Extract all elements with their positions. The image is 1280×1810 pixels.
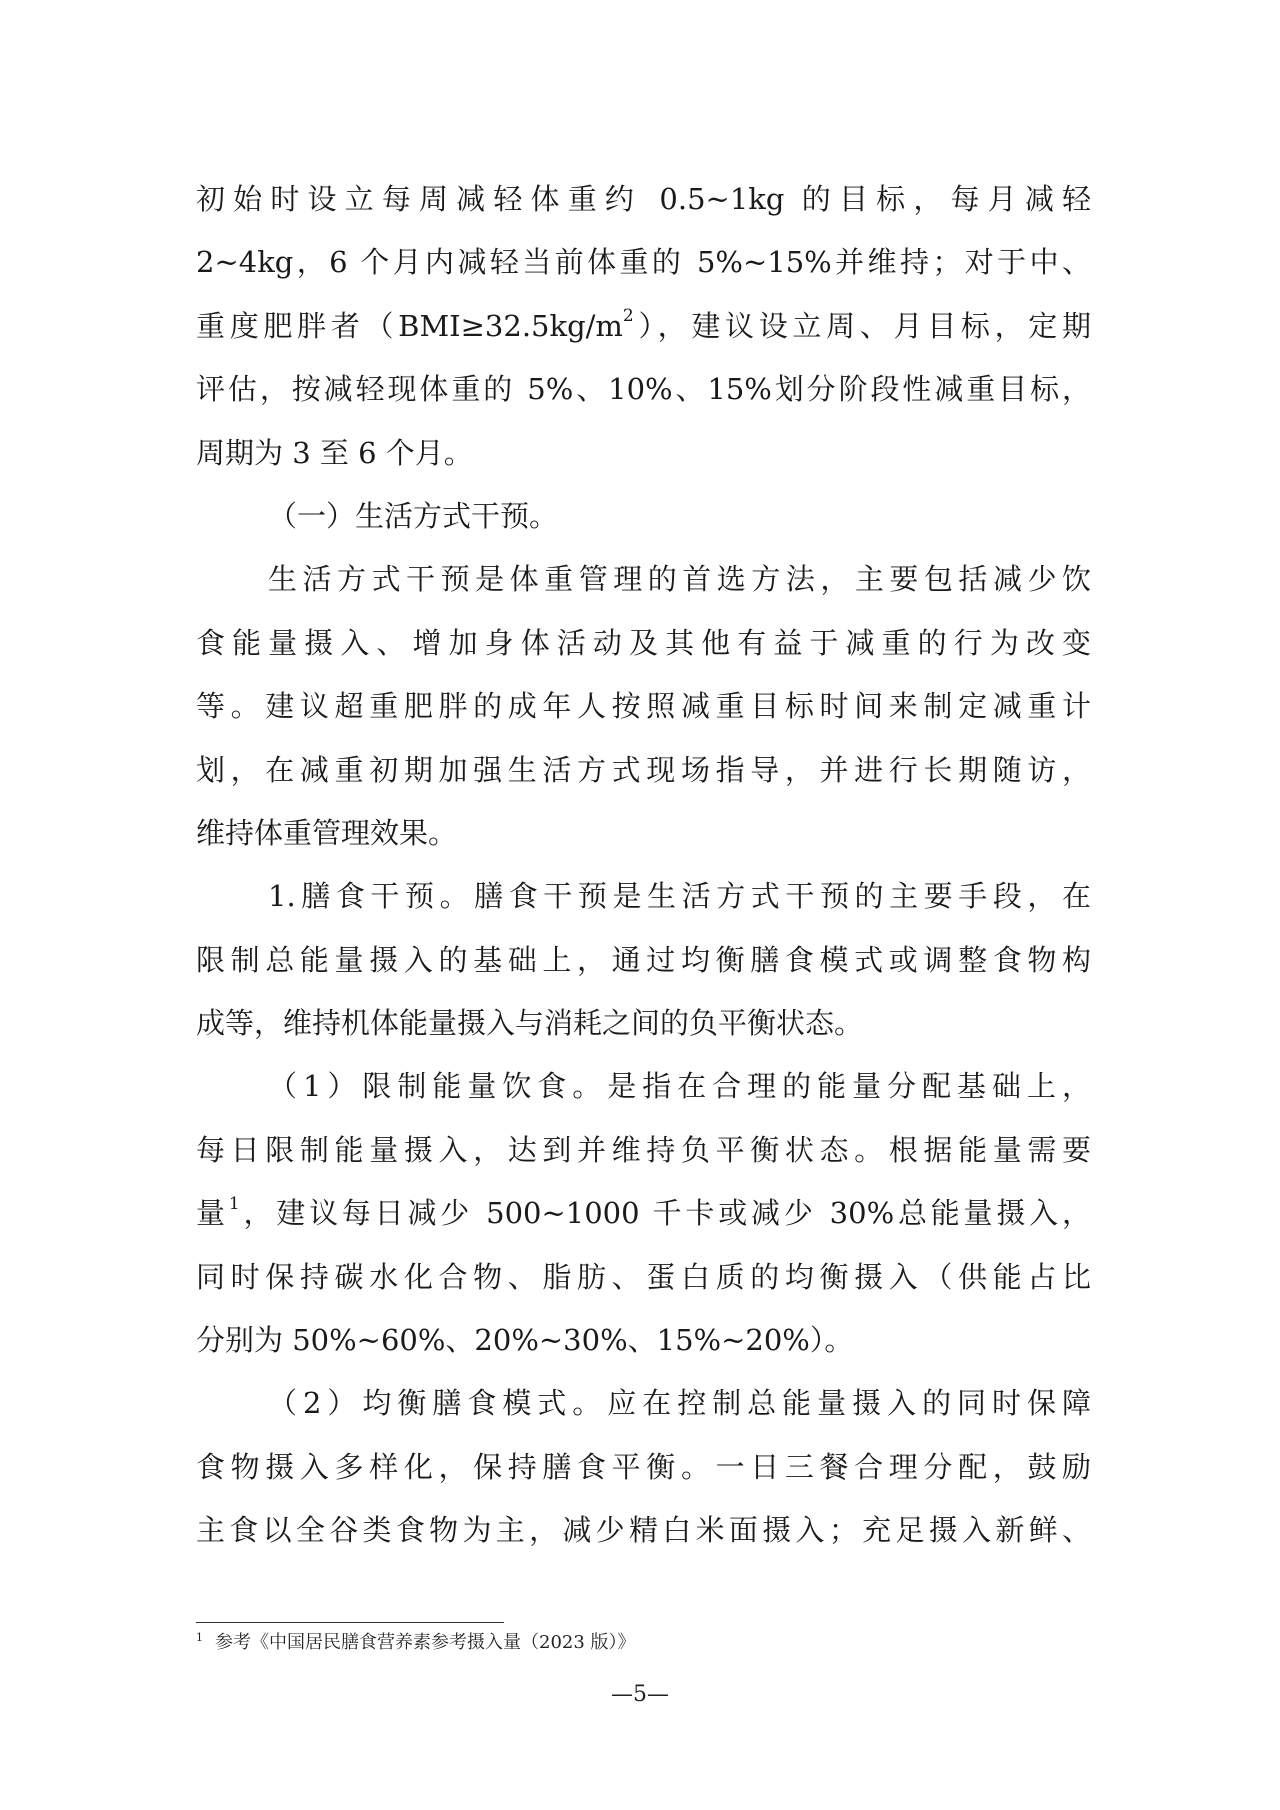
text-line: 同时保持碳水化合物、脂肪、蛋白质的均衡摄入（供能占比	[196, 1259, 1091, 1294]
text-line: 重度肥胖者$(BMI\ge 32.5kg/m^2)$，建议设立周、月目标，定期	[196, 306, 1091, 343]
text-line: 初始时设立每周减轻体重约 0.5~1kg 的目标，每月减轻	[196, 182, 1091, 216]
text-line: 成等，维持机体能量摄入与消耗之间的负平衡状态。	[196, 1006, 864, 1041]
footnote-divider	[196, 1622, 504, 1623]
footnote	[196, 1630, 636, 1658]
text-line: 食能量摄入、增加身体活动及其他有益于减重的行为改变	[196, 625, 1091, 660]
text-line: 食物摄入多样化，保持膳食平衡。一日三餐合理分配，鼓励	[196, 1449, 1091, 1484]
text-line: 等。建议超重肥胖的成年人按照减重目标时间来制定减重计	[196, 689, 1091, 724]
text-line: 主食以全谷类食物为主，减少精白米面摄入；充足摄入新鲜、	[196, 1513, 1091, 1548]
body-text	[196, 168, 1091, 1563]
text-line: （1）限制能量饮食。是指在合理的能量分配基础上，	[268, 1069, 1091, 1104]
section-heading: （一）生活方式干预。	[268, 498, 559, 533]
text-line: 周期为 3 至 6 个月。	[196, 435, 473, 470]
text-line: 分别为 50%~60%、20%~30%、15%~20%）。	[196, 1323, 854, 1358]
page-number: —5—	[611, 1682, 669, 1707]
text-line: 量$^1$，建议每日减少 500~1000 千卡或减少 30%总能量摄入，	[196, 1193, 1091, 1231]
text-line: 生活方式干预是体重管理的首选方法，主要包括减少饮	[268, 562, 1091, 597]
text-line: 每日限制能量摄入，达到并维持负平衡状态。根据能量需要	[196, 1132, 1091, 1167]
footnote-text: 参考《中国居民膳食营养素参考摄入量（2023 版）》	[215, 1632, 636, 1653]
text-line: 评估，按减轻现体重的 5%、10%、15%划分阶段性减重目标，	[196, 372, 1091, 407]
text-line: 限制总能量摄入的基础上，通过均衡膳食模式或调整食物构	[196, 942, 1091, 977]
footnote-reference[interactable]: 1	[228, 1193, 240, 1214]
footnote-mark: 1	[196, 1631, 203, 1644]
text-line: 1.膳食干预。膳食干预是生活方式干预的主要手段，在	[268, 879, 1091, 914]
text-line: 划，在减重初期加强生活方式现场指导，并进行长期随访，	[196, 752, 1091, 787]
text-line: （2）均衡膳食模式。应在控制总能量摄入的同时保障	[268, 1386, 1091, 1421]
text-line: 2~4kg，6 个月内减轻当前体重的 5%~15%并维持；对于中、	[196, 245, 1091, 280]
superscript: 2	[622, 306, 634, 327]
text-line: 维持体重管理效果。	[196, 815, 458, 850]
